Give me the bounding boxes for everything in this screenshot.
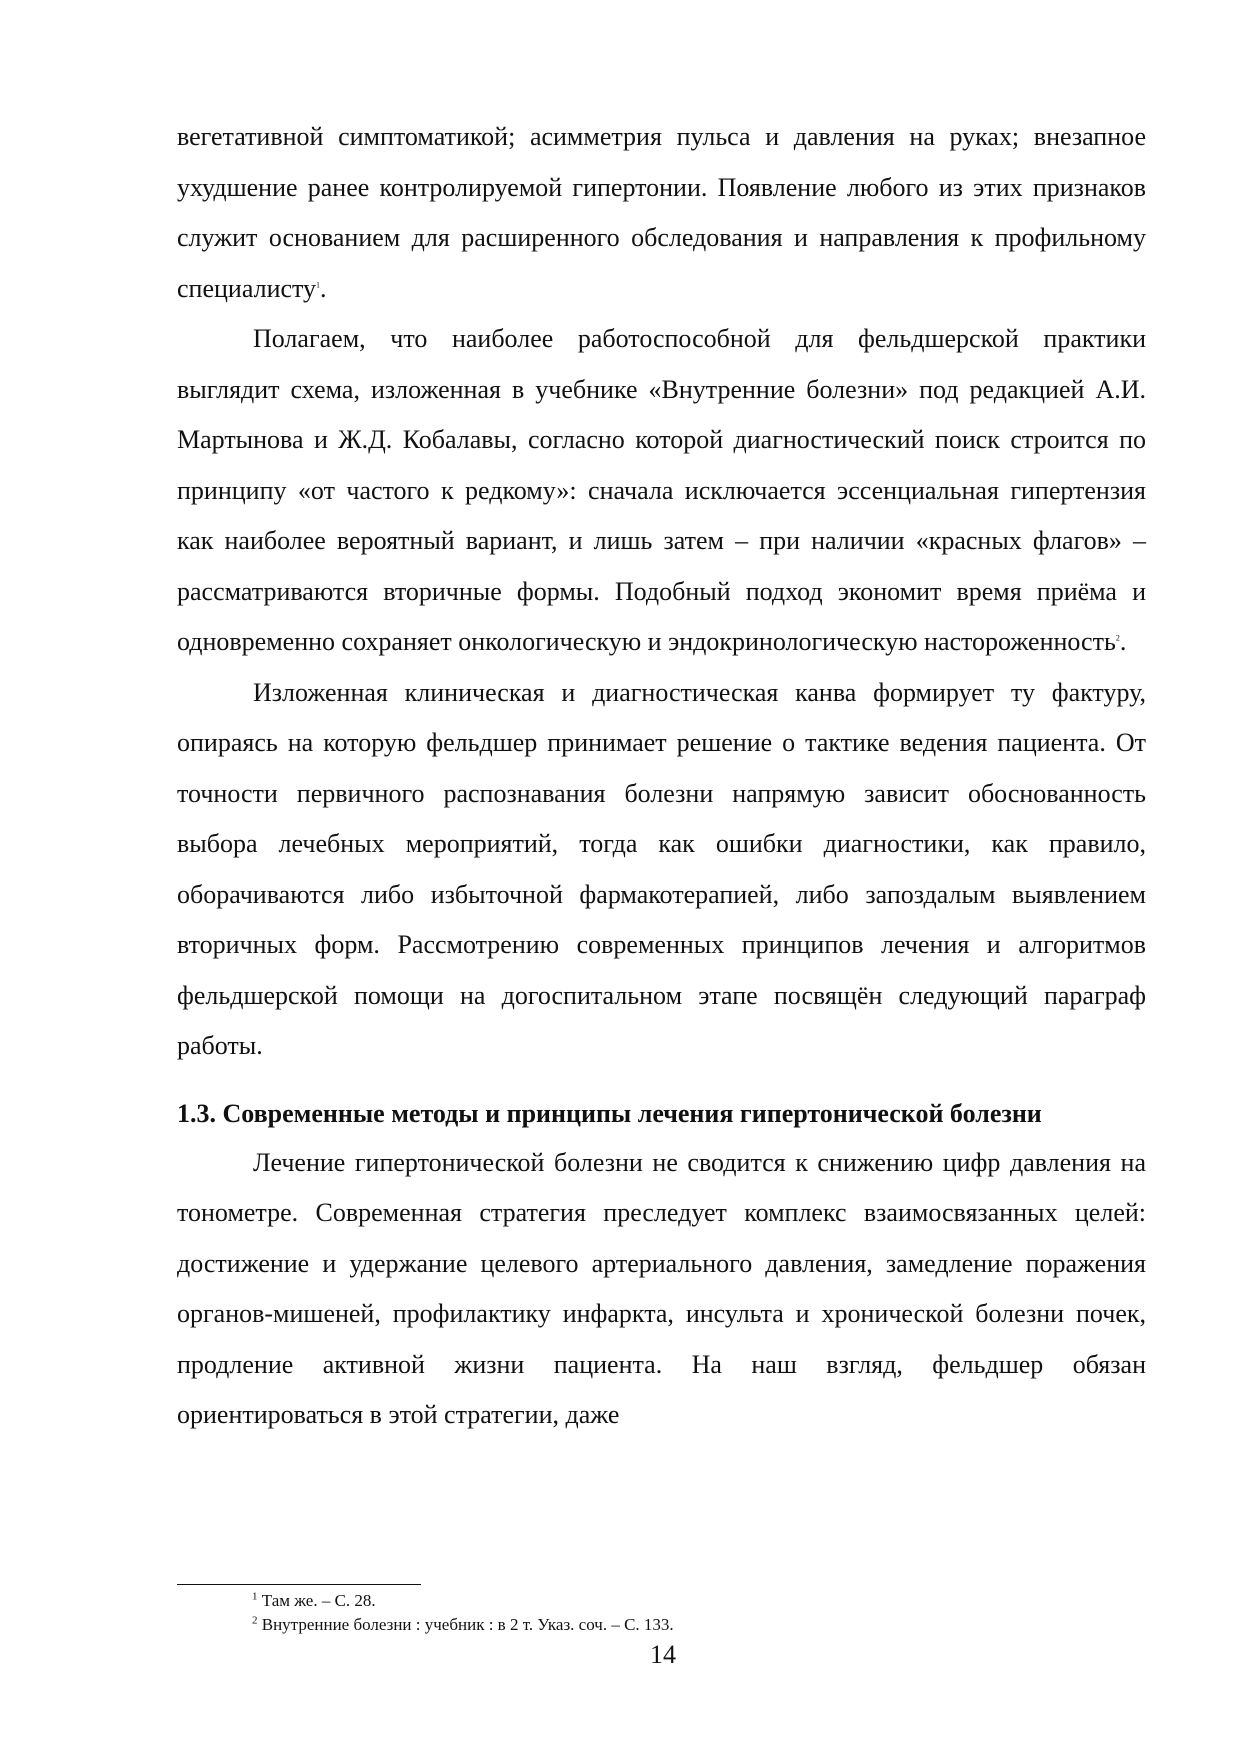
paragraph-text: вегетативной симптоматикой; асимметрия пульса и давления на руках; внезапное ухудшение ранее контролируемой гипертонии. Появление любого из этих признаков служит основанием для расширенного обследования и направления к профильному специалисту	[177, 122, 1146, 303]
paragraph-continuation	[177, 112, 1146, 314]
footnote-item	[252, 1589, 1112, 1613]
page-number: 14	[650, 1640, 676, 1669]
paragraph-text: Изложенная клиническая и диагностическая канва формирует ту фактуру, опираясь на которую фельдшер принимает решение о тактике ведения пациента. От точности первичного распознавания болезни напрямую зависит обоснованность выбора лечебных мероприятий, тогда как ошибки диагностики, как правило, оборачиваются либо избыточной фармакотерапией, либо запоздалым выявлением вторичных форм. Рассмотрению современных принципов лечения и алгоритмов фельдшерской помощи на догоспитальном этапе посвящён следующий параграф работы.	[177, 677, 1146, 1060]
footnote-item	[252, 1613, 1112, 1637]
sentence-end: .	[1119, 627, 1127, 656]
section-heading: 1.3. Современные методы и принципы лечения гипертонической болезни	[177, 1098, 1042, 1128]
footnote-text: Там же. – С. 28.	[261, 1591, 376, 1610]
paragraph-clinical-summary	[177, 668, 1146, 1072]
footnote-text: Внутренние болезни : учебник : в 2 т. Указ. соч. – С. 133.	[261, 1615, 674, 1634]
footnote-mark: 2	[252, 1614, 258, 1627]
paragraph-text: Полагаем, что наиболее работоспособной для фельдшерской практики выглядит схема, изложенная в учебнике «Внутренние болезни» под редакцией А.И. Мартынова и Ж.Д. Кобалавы, согласно которой диагностический поиск строится по принципу «от частого к редкому»: сначала исключается эссенциальная гипертензия как наиболее вероятный вариант, и лишь затем – при наличии «красных флагов» – рассматриваются вторичные формы. Подобный подход экономит время приёма и одновременно сохраняет онкологическую и эндокринологическую настороженность	[177, 324, 1146, 656]
paragraph-text: Лечение гипертонической болезни не сводится к снижению цифр давления на тонометре. Современная стратегия преследует комплекс взаимосвязанных целей: достижение и удержание целевого артериального давления, замедление поражения органов-мишеней, профилактику инфаркта, инсульта и хронической болезни почек, продление активной жизни пациента. На наш взгляд, фельдшер обязан ориентироваться в этой стратегии, даже	[177, 1147, 1146, 1429]
footnote-reference: 1	[316, 279, 321, 289]
paragraph-diagnostic-scheme	[177, 314, 1146, 668]
footnote-mark: 1	[252, 1590, 258, 1603]
footnotes	[252, 1589, 1112, 1637]
footnote-reference: 2	[1115, 633, 1120, 643]
body-text	[177, 112, 1146, 1441]
footnote-separator	[177, 1584, 421, 1585]
sentence-end: .	[320, 273, 327, 303]
paragraph-treatment-intro	[177, 1138, 1146, 1441]
